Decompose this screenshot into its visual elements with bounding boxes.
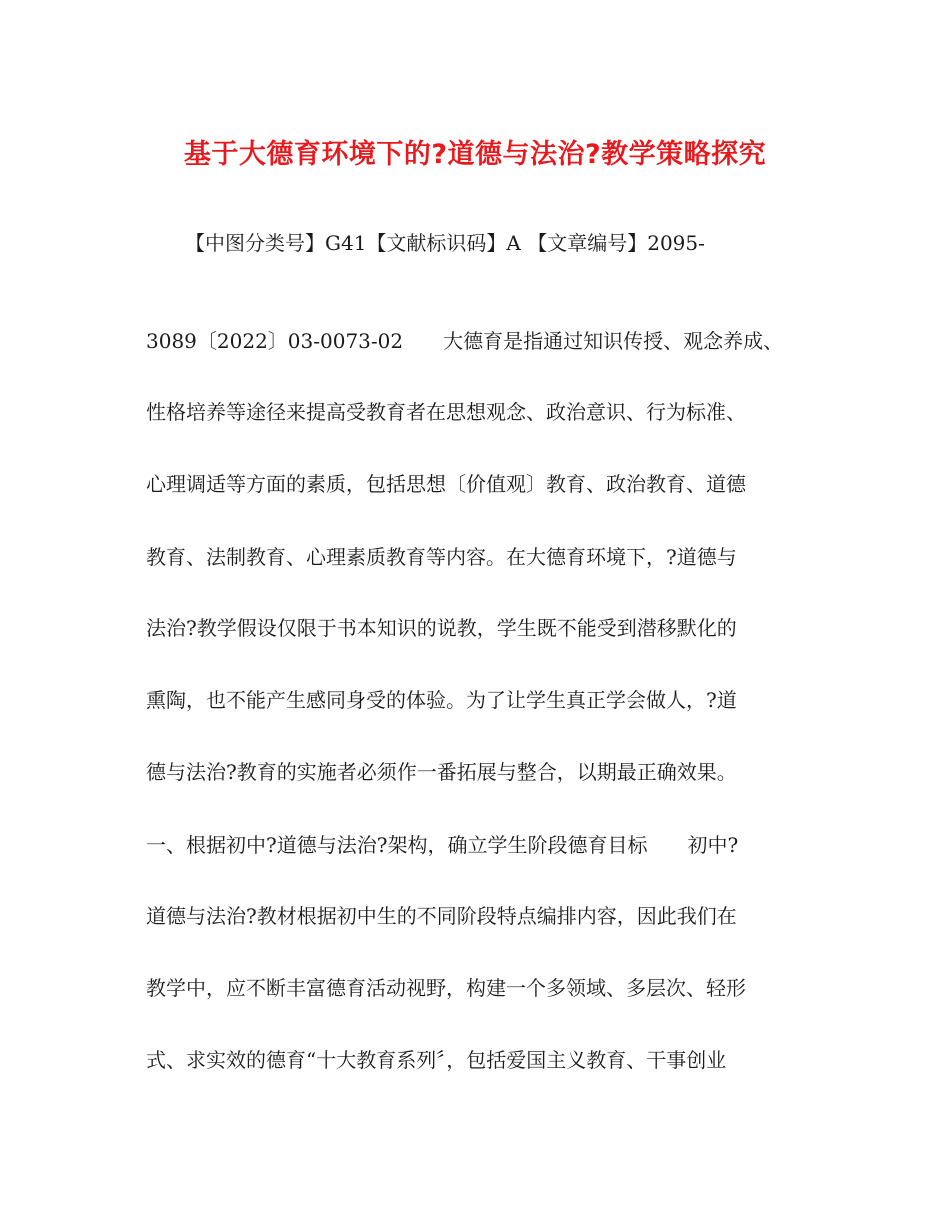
section-heading-line: 一、根据初中?道德与法治?架构，确立学生阶段德育目标 初中? <box>146 833 739 857</box>
body-line: 道德与法治?教材根据初中生的不同阶段特点编排内容，因此我们在 <box>146 904 737 928</box>
body-line: 教学中，应不断丰富德育活动视野，构建一个多领域、多层次、轻形 <box>146 976 746 1000</box>
body-line: 【中图分类号】G41【文献标识码】A 【文章编号】2095- <box>185 231 705 255</box>
document-title: 基于大德育环境下的?道德与法治?教学策略探究 <box>183 139 767 170</box>
body-line: 3089〔2022〕03-0073-02 大德育是指通过知识传授、观念养成、 <box>146 329 784 353</box>
body-line: 心理调适等方面的素质，包括思想〔价值观〕教育、政治教育、道德 <box>146 472 746 496</box>
body-line: 德与法治?教育的实施者必须作一番拓展与整合，以期最正确效果。 <box>146 760 737 784</box>
body-line: 性格培养等途径来提高受教育者在思想观念、政治意识、行为标准、 <box>146 400 746 424</box>
body-line: 法治?教学假设仅限于书本知识的说教，学生既不能受到潜移默化的 <box>146 616 737 640</box>
body-line: 熏陶，也不能产生感同身受的体验。为了让学生真正学会做人，?道 <box>146 688 737 712</box>
body-line: 式、求实效的德育“十大教育系列〞，包括爱国主义教育、干事创业 <box>146 1048 727 1072</box>
body-line: 教育、法制教育、心理素质教育等内容。在大德育环境下，?道德与 <box>146 545 737 569</box>
